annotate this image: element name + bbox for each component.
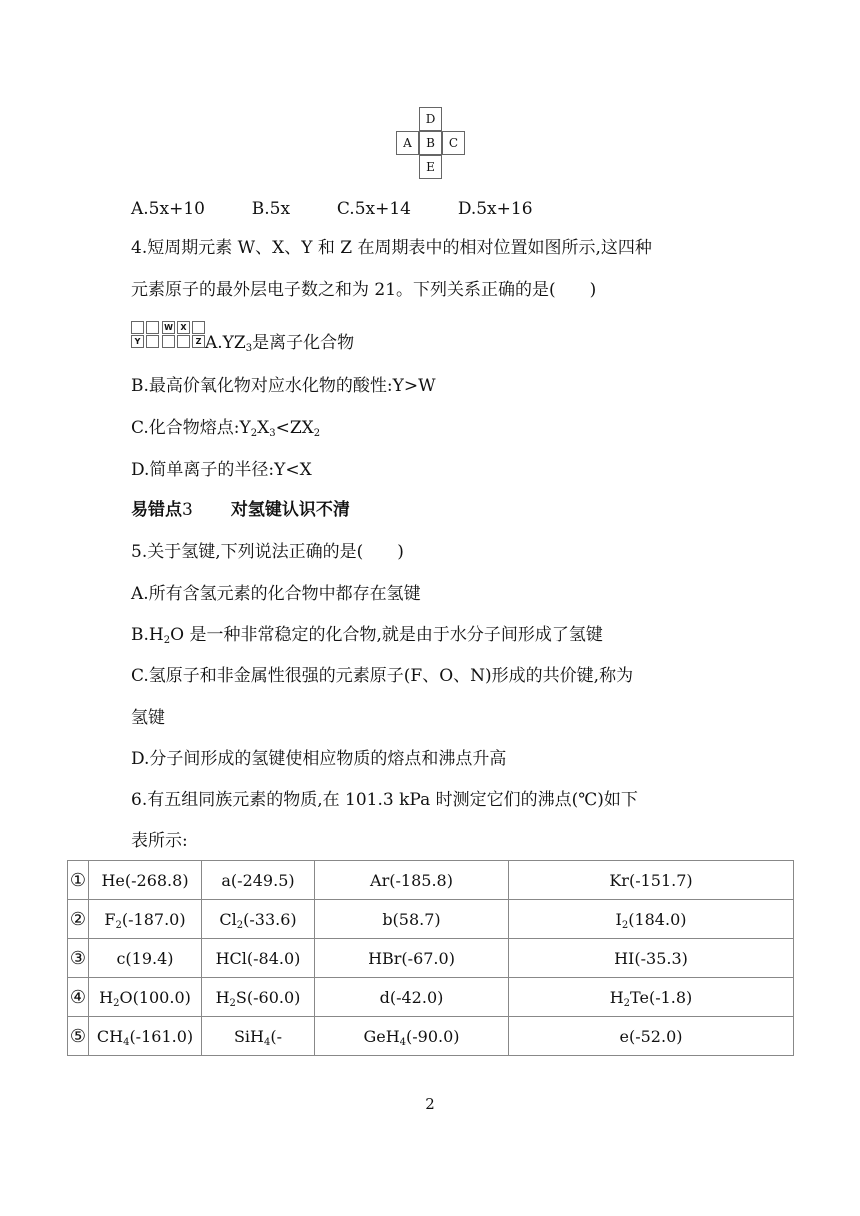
table-row bbox=[68, 861, 794, 900]
q3-option-a: A.5x+10 bbox=[131, 199, 205, 219]
subscript: 2 bbox=[250, 428, 258, 439]
subscript: 2 bbox=[621, 919, 629, 931]
cell-text: CH bbox=[96, 1026, 124, 1046]
subscript: 3 bbox=[245, 343, 253, 354]
strip-cell-w: W bbox=[162, 321, 175, 334]
subscript: 4 bbox=[264, 1036, 271, 1048]
cell-text: GeH bbox=[363, 1026, 400, 1046]
cell-text: SiH bbox=[233, 1026, 264, 1046]
strip-cell bbox=[131, 321, 144, 334]
q6-stem-line2: 表所示: bbox=[131, 831, 188, 851]
q4-option-c bbox=[131, 416, 320, 440]
section-number: 3 bbox=[182, 500, 193, 520]
subscript: 2 bbox=[313, 428, 321, 439]
q4-option-a bbox=[205, 331, 354, 355]
table-cell bbox=[509, 978, 794, 1017]
q5-option-c-line1: C.氢原子和非金属性很强的元素原子(F、O、N)形成的共价键,称为 bbox=[131, 666, 634, 686]
q5-option-b-text: B.H bbox=[131, 625, 164, 645]
grid-cell-c: C bbox=[442, 131, 465, 155]
table-cell: Ar(-185.8) bbox=[315, 861, 509, 900]
table-cell: He(-268.8) bbox=[89, 861, 202, 900]
table-cell bbox=[315, 1017, 509, 1056]
subscript: 2 bbox=[623, 997, 631, 1009]
strip-cell bbox=[192, 321, 205, 334]
q5-stem: 5.关于氢键,下列说法正确的是( ) bbox=[131, 542, 404, 562]
table-cell: HCl(-84.0) bbox=[202, 939, 315, 978]
row-index: ③ bbox=[68, 939, 89, 978]
cell-text: Cl bbox=[219, 909, 237, 929]
table-row bbox=[68, 1017, 794, 1056]
row-index: ② bbox=[68, 900, 89, 939]
grid-cell-a: A bbox=[396, 131, 419, 155]
q4-option-c-text: X bbox=[257, 418, 270, 438]
row-index: ① bbox=[68, 861, 89, 900]
strip-cell-x: X bbox=[177, 321, 190, 334]
q4-option-c-text: C.化合物熔点:Y bbox=[131, 418, 251, 438]
table-cell: HI(-35.3) bbox=[509, 939, 794, 978]
cell-text: (-161.0) bbox=[129, 1026, 194, 1046]
table-cell: e(-52.0) bbox=[509, 1017, 794, 1056]
table-cell bbox=[89, 978, 202, 1017]
table-row bbox=[68, 939, 794, 978]
q3-options bbox=[131, 197, 533, 221]
strip-cell bbox=[162, 335, 175, 348]
subscript: 2 bbox=[236, 919, 244, 931]
section-label: 易错点 bbox=[131, 500, 182, 520]
subscript: 2 bbox=[229, 997, 236, 1009]
table-row bbox=[68, 900, 794, 939]
table-cell bbox=[89, 900, 202, 939]
table-cell bbox=[202, 978, 315, 1017]
q5-option-b-tail: O 是一种非常稳定的化合物,就是由于水分子间形成了氢键 bbox=[170, 625, 603, 645]
table-cell bbox=[89, 1017, 202, 1056]
q6-stem-line1: 6.有五组同族元素的物质,在 101.3 kPa 时测定它们的沸点(℃)如下 bbox=[131, 790, 638, 810]
table-cell: d(-42.0) bbox=[315, 978, 509, 1017]
cell-text: (-90.0) bbox=[406, 1026, 460, 1046]
grid-cell-e: E bbox=[419, 155, 442, 179]
subscript: 4 bbox=[123, 1036, 130, 1048]
cell-text: F bbox=[104, 909, 116, 929]
q4-option-a-tail: 是离子化合物 bbox=[252, 333, 355, 353]
strip-cell-y: Y bbox=[131, 335, 144, 348]
q4-stem-line2: 元素原子的最外层电子数之和为 21。下列关系正确的是( ) bbox=[131, 280, 597, 300]
strip-cell bbox=[146, 321, 159, 334]
cell-text: (-33.6) bbox=[243, 909, 297, 929]
q5-option-a: A.所有含氢元素的化合物中都存在氢键 bbox=[131, 584, 421, 604]
q3-option-c: C.5x+14 bbox=[336, 199, 411, 219]
periodic-position-grid bbox=[131, 320, 207, 350]
table-cell bbox=[509, 900, 794, 939]
cell-text: Te(-1.8) bbox=[630, 987, 693, 1007]
table-row bbox=[68, 978, 794, 1017]
page-number: 2 bbox=[425, 1095, 435, 1113]
cell-text: O(100.0) bbox=[119, 987, 191, 1007]
q3-option-d: D.5x+16 bbox=[457, 199, 533, 219]
grid-cell-d: D bbox=[419, 107, 442, 131]
q4-option-b: B.最高价氧化物对应水化物的酸性:Y>W bbox=[131, 376, 436, 396]
boiling-point-table bbox=[67, 860, 794, 1056]
q5-option-d: D.分子间形成的氢键使相应物质的熔点和沸点升高 bbox=[131, 749, 507, 769]
strip-cell bbox=[177, 335, 190, 348]
cell-text: H bbox=[215, 987, 230, 1007]
table-cell: Kr(-151.7) bbox=[509, 861, 794, 900]
cell-text: (- bbox=[270, 1026, 283, 1046]
cell-text: (-187.0) bbox=[121, 909, 186, 929]
table-cell bbox=[202, 1017, 315, 1056]
row-index: ⑤ bbox=[68, 1017, 89, 1056]
section-title: 对氢键认识不清 bbox=[230, 500, 350, 520]
cell-text: (184.0) bbox=[628, 909, 687, 929]
q5-option-c-line2: 氢键 bbox=[131, 708, 165, 728]
cell-text: S(-60.0) bbox=[235, 987, 301, 1007]
strip-cell-z: Z bbox=[192, 335, 205, 348]
table-cell: a(-249.5) bbox=[202, 861, 315, 900]
strip-cell bbox=[146, 335, 159, 348]
cell-text: I bbox=[615, 909, 622, 929]
grid-cell-b: B bbox=[419, 131, 442, 155]
cell-text: H bbox=[99, 987, 114, 1007]
q5-option-b bbox=[131, 623, 603, 647]
table-cell bbox=[202, 900, 315, 939]
cell-text: H bbox=[609, 987, 624, 1007]
subscript: 4 bbox=[399, 1036, 407, 1048]
q4-option-a-text: A.YZ bbox=[205, 333, 246, 353]
section-heading bbox=[131, 498, 350, 522]
subscript: 3 bbox=[269, 428, 276, 439]
subscript: 2 bbox=[113, 997, 120, 1009]
q4-stem-line1: 4.短周期元素 W、X、Y 和 Z 在周期表中的相对位置如图所示,这四种 bbox=[131, 238, 652, 258]
subscript: 2 bbox=[163, 635, 171, 646]
table-cell: c(19.4) bbox=[89, 939, 202, 978]
q4-option-d: D.简单离子的半径:Y<X bbox=[131, 460, 312, 480]
table-cell: b(58.7) bbox=[315, 900, 509, 939]
row-index: ④ bbox=[68, 978, 89, 1017]
q3-option-b: B.5x bbox=[251, 199, 291, 219]
q4-option-c-text: <ZX bbox=[275, 418, 314, 438]
table-cell: HBr(-67.0) bbox=[315, 939, 509, 978]
subscript: 2 bbox=[115, 919, 122, 931]
